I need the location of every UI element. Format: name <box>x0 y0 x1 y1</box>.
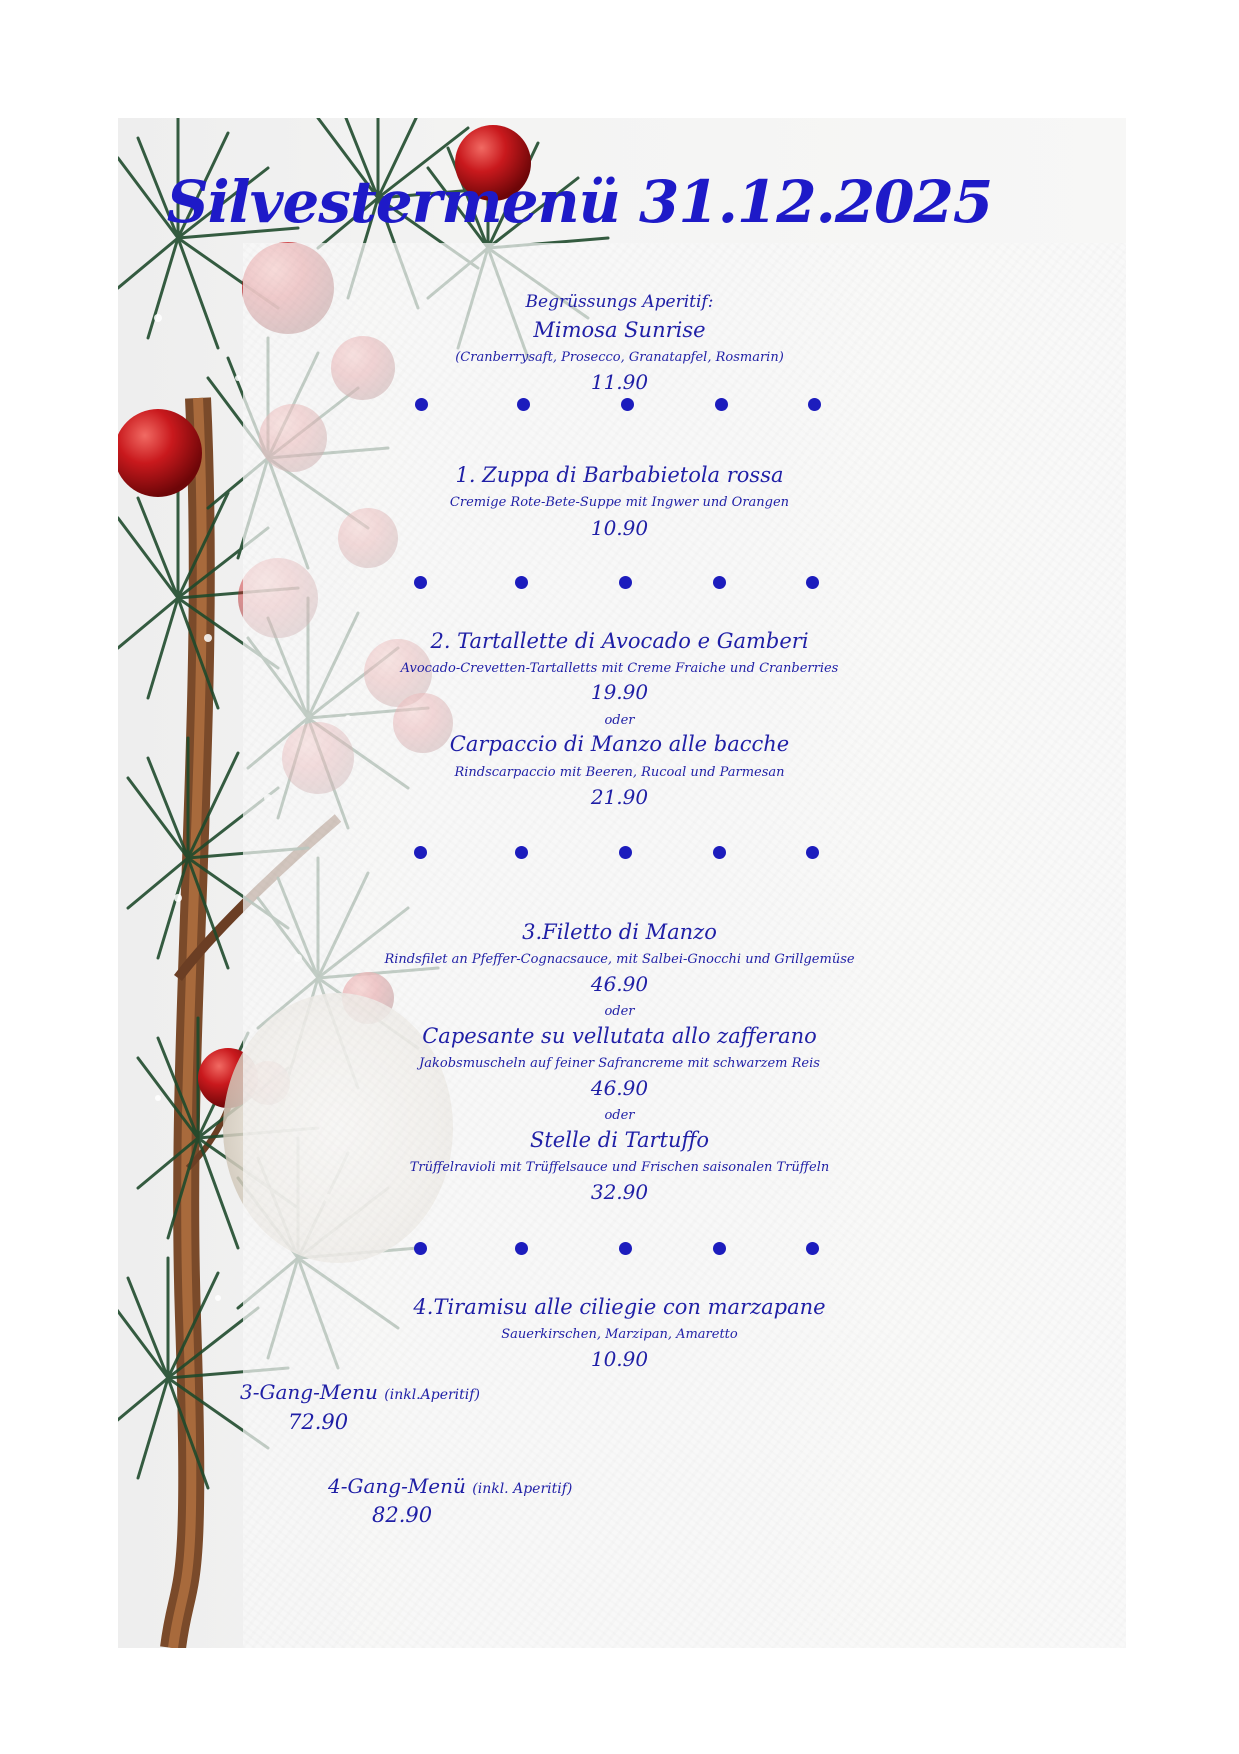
course3-option3-price: 32.90 <box>590 1180 649 1204</box>
course3-option2-name: Capesante su vellutata allo zafferano <box>422 1024 817 1048</box>
aperitif-label: Begrüssungs Aperitif: <box>525 292 714 312</box>
dot-separator <box>0 1242 1239 1258</box>
menu-sheet <box>118 118 1126 1648</box>
course3-option2-price: 46.90 <box>590 1076 649 1100</box>
course2-option2-price: 21.90 <box>590 785 649 809</box>
course3-option1-price: 46.90 <box>590 972 649 996</box>
paper-panel <box>243 243 1126 1648</box>
dot-separator-icon <box>715 398 728 411</box>
dot-separator-icon <box>414 576 427 589</box>
menu-title: Silvestermenü 31.12.2025 <box>166 168 993 236</box>
dot-separator-icon <box>806 846 819 859</box>
dot-separator-icon <box>517 398 530 411</box>
dot-separator-icon <box>619 1242 632 1255</box>
aperitif-name: Mimosa Sunrise <box>533 318 706 342</box>
course4-price: 10.90 <box>590 1347 649 1371</box>
course1-name: 1. Zuppa di Barbabietola rossa <box>455 463 784 487</box>
menu3-label: 3-Gang-Menu <box>240 1380 378 1404</box>
dot-separator-icon <box>713 1242 726 1255</box>
course3-option3-name: Stelle di Tartuffo <box>529 1128 710 1152</box>
dot-separator-icon <box>619 846 632 859</box>
course2-option1-description: Avocado-Crevetten-Tartalletts mit Creme Fraiche und Cranberries <box>400 661 839 676</box>
menu3-summary <box>240 1380 480 1404</box>
menu3-price: 72.90 <box>288 1410 349 1434</box>
dot-separator <box>0 846 1239 862</box>
aperitif-description: (Cranberrysaft, Prosecco, Granatapfel, Rosmarin) <box>455 350 784 365</box>
dot-separator-icon <box>414 846 427 859</box>
course1-description: Cremige Rote-Bete-Suppe mit Ingwer und Orangen <box>449 495 790 510</box>
course2-option1-price: 19.90 <box>590 680 649 704</box>
dot-separator-icon <box>414 1242 427 1255</box>
dot-separator <box>0 398 1239 414</box>
dot-separator-icon <box>806 1242 819 1255</box>
menu3-note: (inkl.Aperitif) <box>384 1387 480 1403</box>
course2-option2-description: Rindscarpaccio mit Beeren, Rucoal und Parmesan <box>454 765 785 780</box>
course2-option1-name: 2. Tartallette di Avocado e Gamberi <box>430 629 809 653</box>
dot-separator-icon <box>806 576 819 589</box>
dot-separator-icon <box>619 576 632 589</box>
dot-separator-icon <box>515 576 528 589</box>
course3-option1-description: Rindsfilet an Pfeffer-Cognacsauce, mit Salbei-Gnocchi und Grillgemüse <box>384 952 855 967</box>
menu4-price: 82.90 <box>372 1503 433 1527</box>
dot-separator-icon <box>713 576 726 589</box>
aperitif-price: 11.90 <box>590 370 649 394</box>
course3-option3-description: Trüffelravioli mit Trüffelsauce und Frischen saisonalen Trüffeln <box>409 1160 830 1175</box>
course2-option2-name: Carpaccio di Manzo alle bacche <box>449 732 790 756</box>
menu4-summary <box>328 1474 572 1498</box>
dot-separator-icon <box>713 846 726 859</box>
dot-separator-icon <box>515 1242 528 1255</box>
dot-separator-icon <box>415 398 428 411</box>
course4-name: 4.Tiramisu alle ciliegie con marzapane <box>413 1295 826 1319</box>
dot-separator <box>0 576 1239 592</box>
course1-price: 10.90 <box>590 516 649 540</box>
menu4-note: (inkl. Aperitif) <box>472 1481 573 1497</box>
course3-option1-name: 3.Filetto di Manzo <box>522 920 717 944</box>
course3-or2: oder <box>604 1108 635 1123</box>
dot-separator-icon <box>515 846 528 859</box>
course2-or: oder <box>604 713 635 728</box>
course3-or1: oder <box>604 1004 635 1019</box>
course4-description: Sauerkirschen, Marzipan, Amaretto <box>501 1327 738 1342</box>
menu4-label: 4-Gang-Menü <box>328 1474 466 1498</box>
dot-separator-icon <box>808 398 821 411</box>
course3-option2-description: Jakobsmuscheln auf feiner Safrancreme mit schwarzem Reis <box>419 1056 820 1071</box>
dot-separator-icon <box>621 398 634 411</box>
